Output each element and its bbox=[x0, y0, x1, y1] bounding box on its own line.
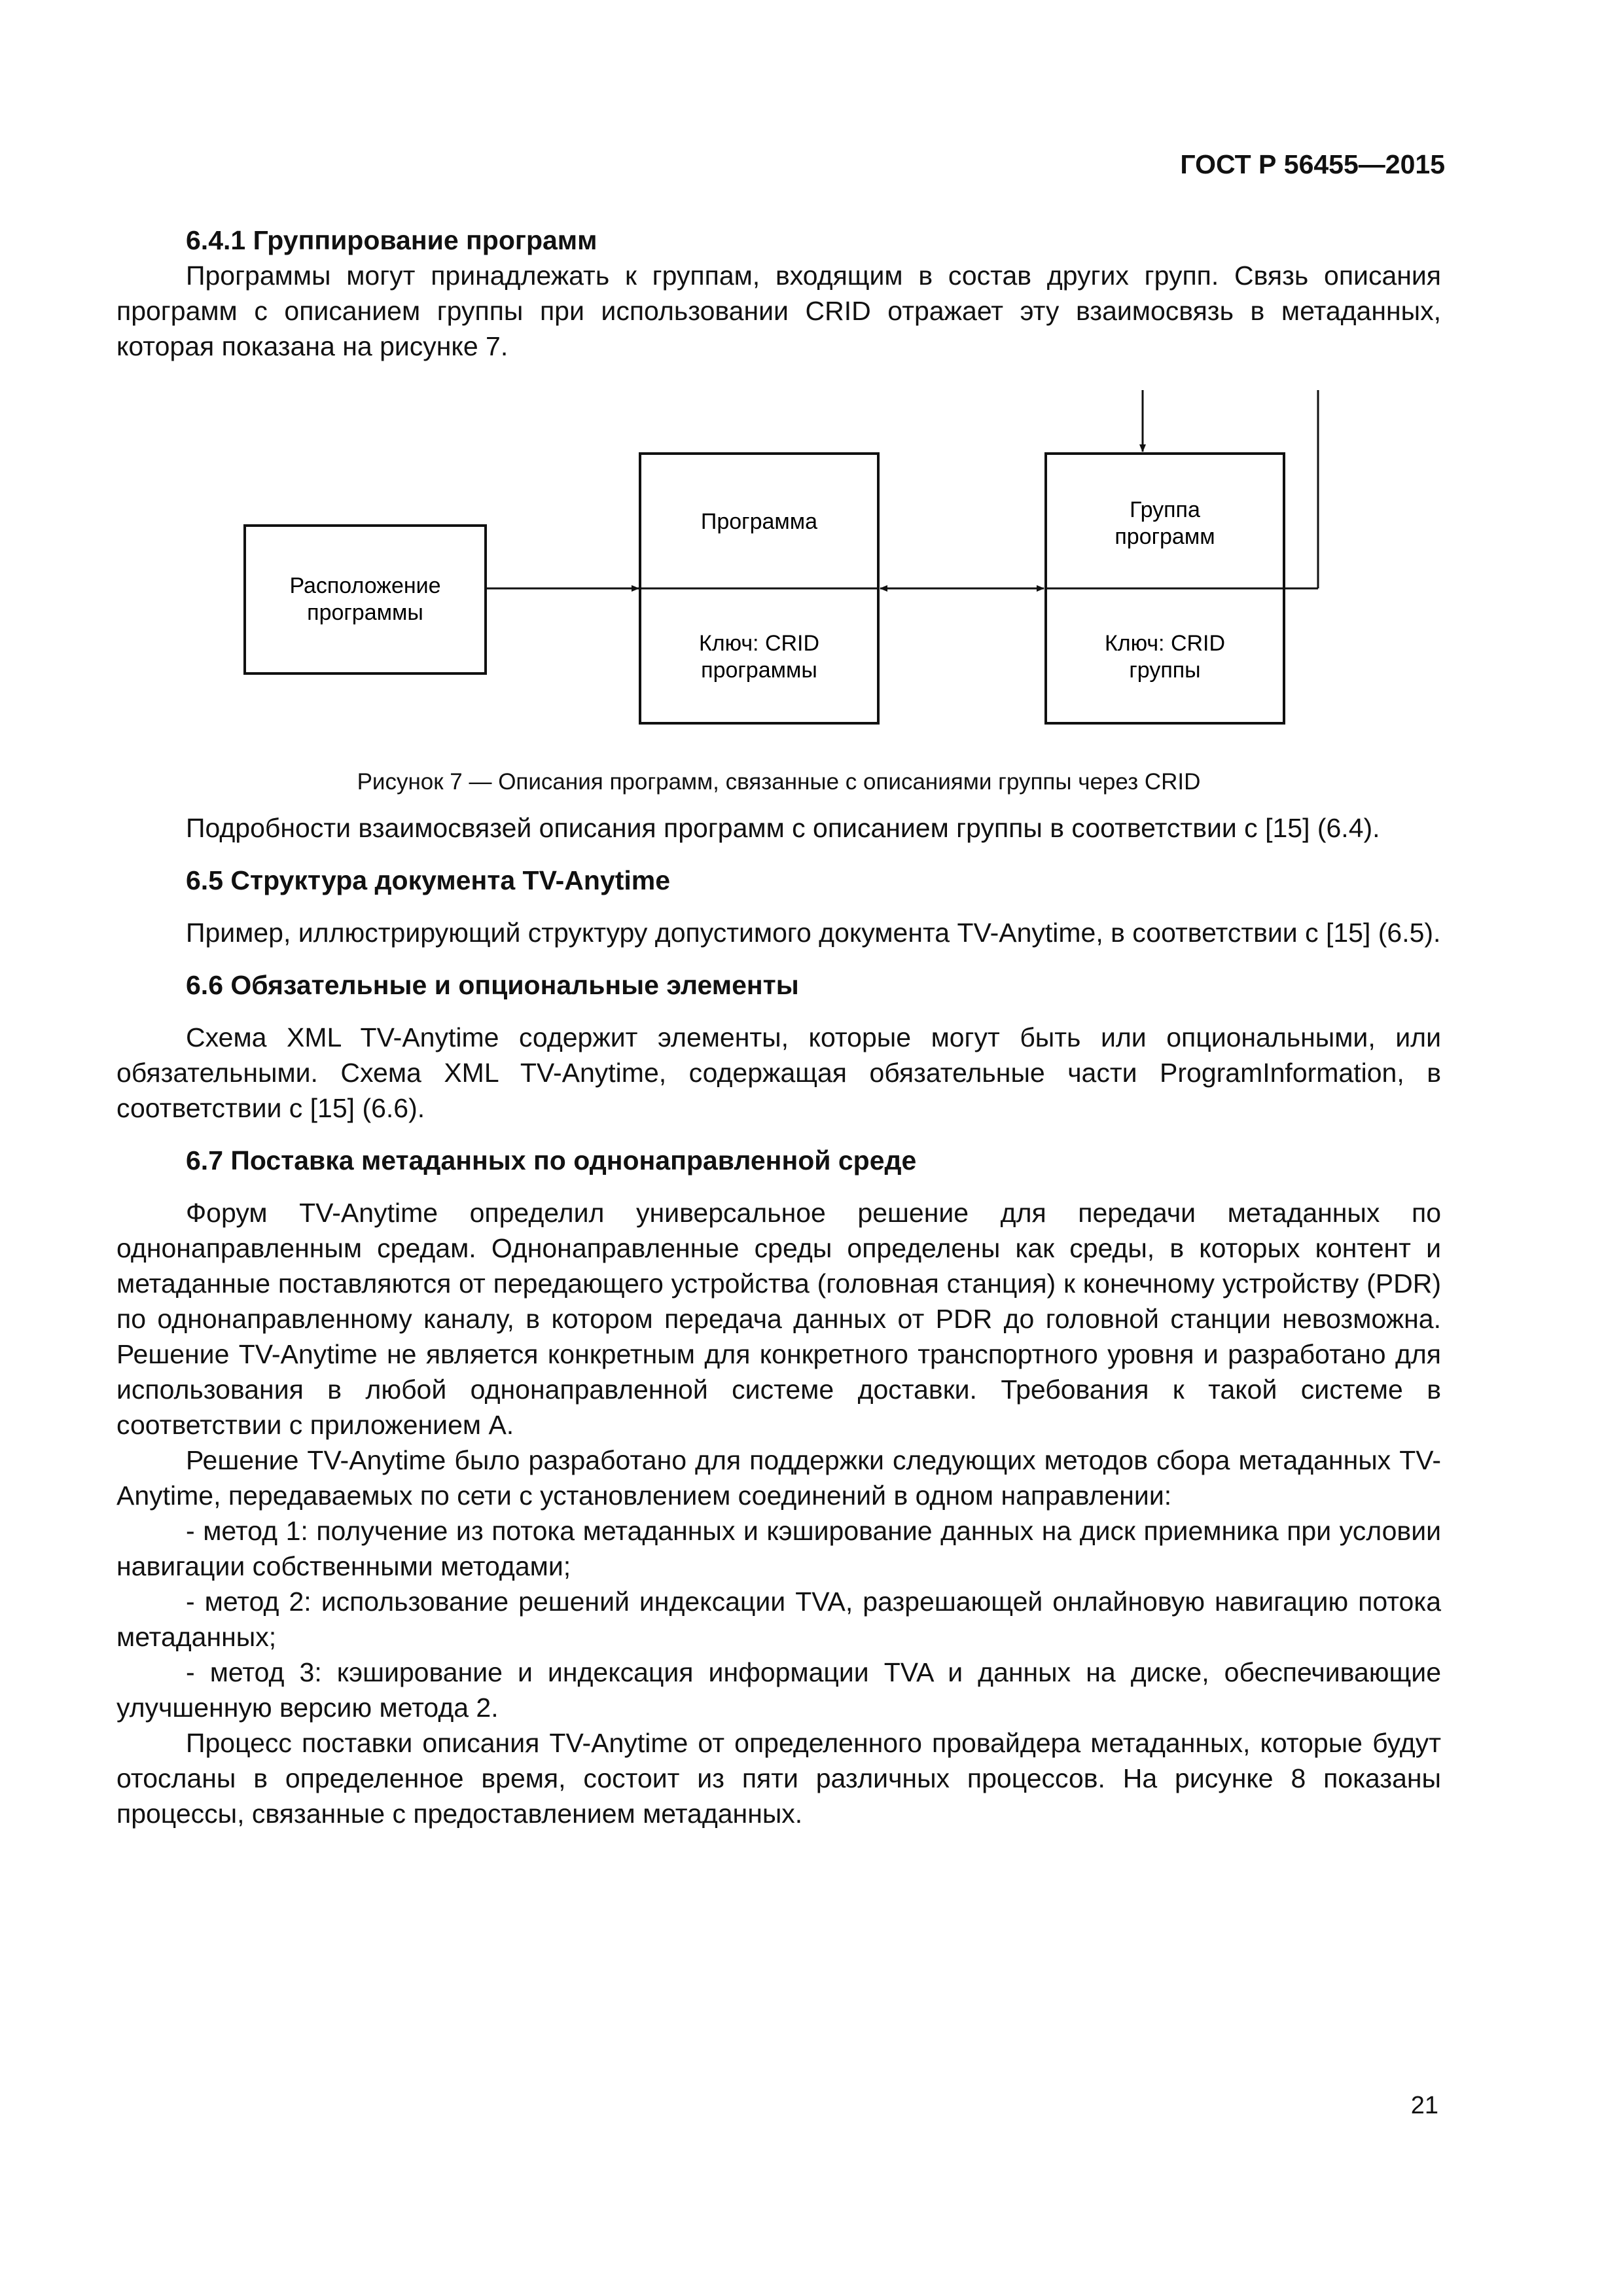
box-location-line1: Расположение bbox=[289, 573, 441, 598]
box-location-line2: программы bbox=[307, 600, 423, 625]
section-heading-6-4-1: 6.4.1 Группирование программ bbox=[186, 225, 597, 255]
box-program-key-line1: Ключ: CRID bbox=[698, 631, 820, 656]
diagram-svg bbox=[116, 390, 1441, 757]
box-group-key-line2: группы bbox=[1129, 658, 1201, 683]
paragraph: Схема XML TV-Anytime содержит элементы, которые могут быть или опциональными, или обязательными. Схема XML TV-Anytime, содержащая обязательные части ProgramInformation, в соответствии с [15] (6.6). bbox=[116, 1022, 1441, 1123]
figure-7-diagram bbox=[116, 390, 1441, 757]
section-heading-6-6: 6.6 Обязательные и опциональные элементы bbox=[186, 970, 799, 1000]
arrow-group-loop-path bbox=[1143, 390, 1318, 588]
paragraph: Подробности взаимосвязей описания программ с описанием группы в соответствии с [15] (6.4). bbox=[186, 813, 1380, 843]
box-program-key-line2: программы bbox=[701, 658, 817, 683]
list-item: - метод 1: получение из потока метаданных и кэширование данных на диск приемника при условии навигации собственными методами; bbox=[116, 1516, 1441, 1581]
section-heading-6-5: 6.5 Структура документа TV-Anytime bbox=[186, 865, 671, 895]
box-group-title-line2: программ bbox=[1115, 524, 1215, 549]
paragraph: Программы могут принадлежать к группам, входящим в состав других групп. Связь описания программ с описанием группы при использовании CRID отражает эту взаимосвязь в метаданных, которая показана на рисунке 7. bbox=[116, 260, 1441, 361]
paragraph: Форум TV-Anytime определил универсальное решение для передачи метаданных по однонаправленным средам. Однонаправленные среды определены как среды, в которых контент и метаданные поставляются от передающего устройства (головная станция) к конечному устройству (PDR) по однонаправленному каналу, в котором передача данных от PDR до головной станции невозможна. Решение TV-Anytime не является конкретным для конкретного транспортного уровня и разработано для использования в любой однонаправленной системе доставки. Требования к такой системе в соответствии с приложением А. bbox=[116, 1198, 1441, 1440]
page-number: 21 bbox=[1410, 2092, 1438, 2119]
document-code-header: ГОСТ Р 56455—2015 bbox=[1180, 149, 1445, 179]
box-program-title: Программа bbox=[700, 509, 818, 534]
list-item: - метод 3: кэширование и индексация информации TVA и данных на диске, обеспечивающие улучшенную версию метода 2. bbox=[116, 1657, 1441, 1723]
list-item: - метод 2: использование решений индексации TVA, разрешающей онлайновую навигацию потока метаданных; bbox=[116, 1587, 1441, 1652]
figure-7-caption: Рисунок 7 — Описания программ, связанные с описаниями группы через CRID bbox=[357, 769, 1201, 795]
paragraph: Процесс поставки описания TV-Anytime от определенного провайдера метаданных, которые будут отосланы в определенное время, состоит из пяти различных процессов. На рисунке 8 показаны процессы, связанные с предоставлением метаданных. bbox=[116, 1728, 1441, 1829]
section-heading-6-7: 6.7 Поставка метаданных по однонаправленной среде bbox=[186, 1145, 917, 1175]
box-group-title-line1: Группа bbox=[1130, 497, 1200, 522]
box-program-location bbox=[245, 526, 486, 673]
box-group-key-line1: Ключ: CRID bbox=[1104, 631, 1226, 656]
paragraph: Пример, иллюстрирующий структуру допустимого документа TV-Anytime, в соответствии с [15] (6.5). bbox=[186, 918, 1441, 948]
page-content bbox=[116, 223, 1441, 1831]
paragraph: Решение TV-Anytime было разработано для поддержки следующих методов сбора метаданных TV-Anytime, передаваемых по сети с установлением соединений в одном направлении: bbox=[116, 1445, 1441, 1511]
